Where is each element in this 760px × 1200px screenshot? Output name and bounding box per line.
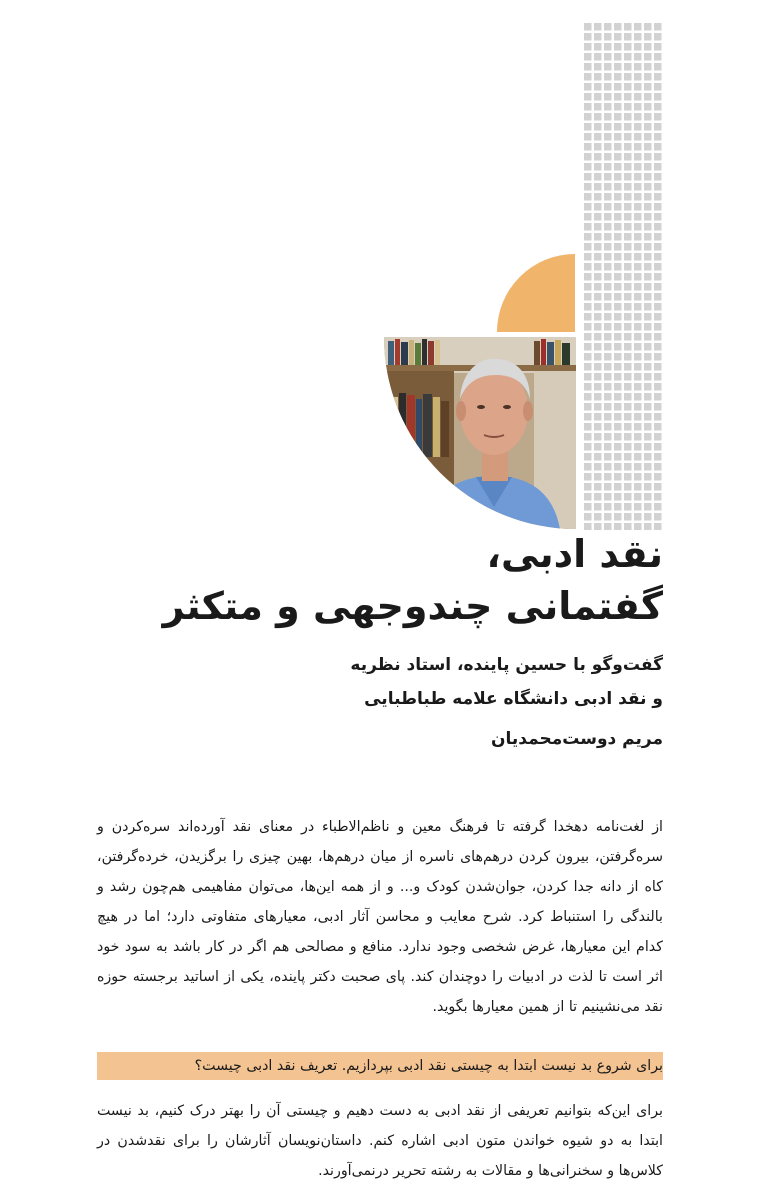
article-title-line-1: نقد ادبی، bbox=[486, 532, 663, 576]
subtitle-line-2: و نقد ادبی دانشگاه علامه طباطبایی bbox=[364, 689, 663, 709]
interviewee-photo bbox=[384, 337, 576, 529]
intro-text: از لغت‌نامه دهخدا گرفته تا فرهنگ معین و ناظم‌الاطباء در معنای نقد آورده‌اند سره‌کردن و سره‌گرفتن، بیرون کردن درهم‌های ناسره از میان درهم‌ها، بهین چیزی را برگزیدن، خرده‌گرفتن، کاه از دانه جدا کردن، جوان‌شدن کودک و... و از همه این‌ها، می‌توان مفاهیمی هم‌چون رشد و بالندگی را استنباط کرد. شرح معایب و محاسن آثار ادبی، معیارهای متفاوتی دارد؛ اما در هیچ کدام این معیارها، غرض شخصی وجود ندارد. منافع و مصالحی هم اگر در کار باشد به سود خود اثر است تا لذت در ادبیات را دوچندان کند. پای صحبت دکتر پاینده، یکی از اساتید برجسته حوزه نقد می‌نشینیم تا از همین معیارها بگوید. bbox=[97, 819, 663, 1015]
answer-text: برای این‌که بتوانیم تعریفی از نقد ادبی به دست دهیم و چیستی آن را بهتر درک کنیم، بد نیست ابتدا به دو شیوه خواندن متون ادبی اشاره کنم. داستان‌نویسان آثارشان را برای نقدشدن در کلاس‌ها و سخنرانی‌ها و مقالات به رشته تحریر درنمی‌آورند. bbox=[97, 1103, 663, 1180]
author-name: مریم دوست‌محمدیان bbox=[490, 729, 663, 749]
intro-paragraph bbox=[97, 812, 663, 1022]
interview-question: برای شروع بد نیست ابتدا به چیستی نقد ادبی بپردازیم. تعریف نقد ادبی چیست؟ bbox=[97, 1052, 663, 1080]
article-title-line-2: گفتمانی چندوجهی و متکثر bbox=[162, 584, 663, 628]
answer-paragraph bbox=[97, 1082, 663, 1200]
quarter-circle-accent bbox=[497, 254, 575, 332]
subtitle-line-1: گفت‌وگو با حسین پاینده، استاد نظریه bbox=[350, 655, 663, 675]
dot-grid-decoration bbox=[583, 22, 663, 530]
